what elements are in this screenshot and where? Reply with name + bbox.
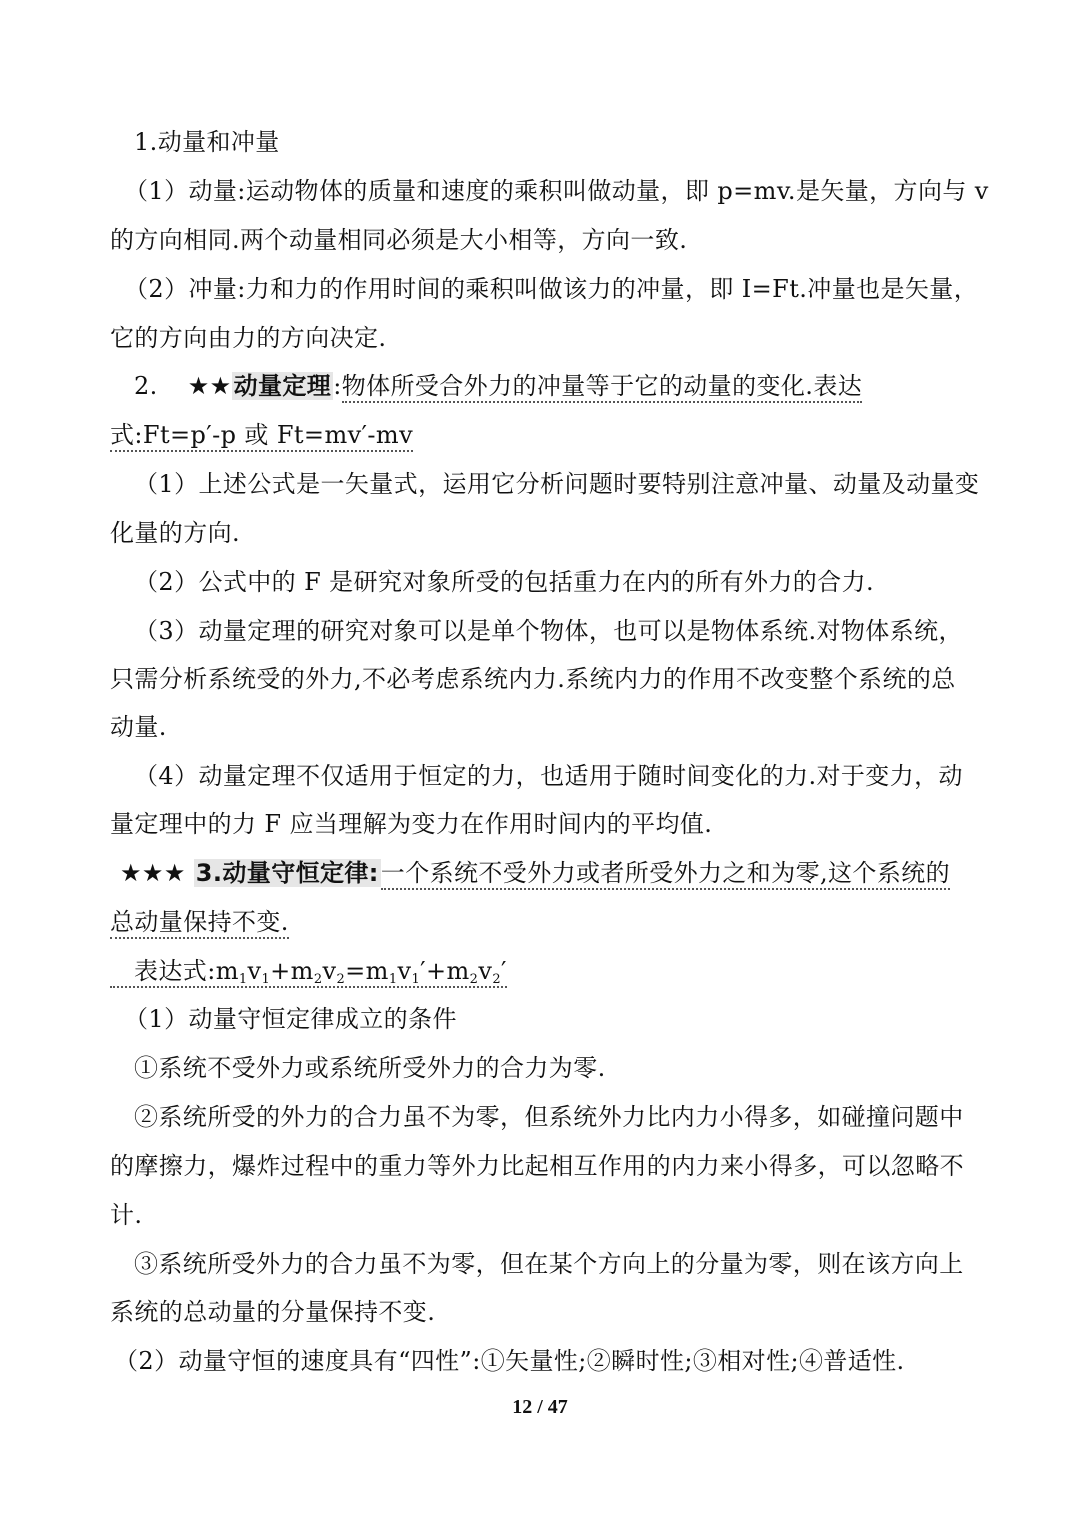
conservation-heading-line bbox=[120, 857, 950, 889]
conservation-formula-line bbox=[110, 955, 507, 996]
section-heading-momentum-impulse: 1.动量和冲量 bbox=[134, 128, 280, 156]
four-properties: （2）动量守恒的速度具有“四性”:①矢量性;②瞬时性;③相对性;④普适性. bbox=[114, 1347, 905, 1375]
theorem-formula: 式:Ft=p′-p 或 Ft=mv′-mv bbox=[110, 421, 413, 452]
note-3-line2: 只需分析系统受的外力,不必考虑系统内力.系统内力的作用不改变整个系统的总 bbox=[110, 665, 956, 693]
paragraph-impulse-def-line2: 它的方向由力的方向决定. bbox=[110, 324, 387, 352]
note-4-line2: 量定理中的力 F 应当理解为变力在作用时间内的平均值. bbox=[110, 810, 713, 838]
theorem-statement: 物体所受合外力的冲量等于它的动量的变化.表达 bbox=[342, 372, 862, 403]
condition-1: ①系统不受外力或系统所受外力的合力为零. bbox=[134, 1054, 606, 1082]
conservation-statement-end: 总动量保持不变. bbox=[110, 908, 289, 939]
formula-term: v bbox=[322, 957, 337, 985]
star-icons: ★★★ bbox=[120, 859, 186, 887]
theorem-colon: : bbox=[333, 372, 342, 400]
star-icons: ★★ bbox=[187, 372, 232, 400]
formula-term: =m bbox=[345, 957, 389, 985]
formula-term: v bbox=[247, 957, 262, 985]
formula-term: ′ bbox=[500, 957, 507, 985]
note-3-line1: （3）动量定理的研究对象可以是单个物体，也可以是物体系统.对物体系统， bbox=[134, 617, 963, 645]
theorem-number: 2. bbox=[134, 372, 158, 400]
condition-2-line1: ②系统所受的外力的合力虽不为零，但系统外力比内力小得多，如碰撞问题中 bbox=[134, 1103, 964, 1131]
conservation-statement: 一个系统不受外力或者所受外力之和为零,这个系统的 bbox=[381, 859, 950, 890]
theorem-title: 动量定理 bbox=[233, 372, 332, 400]
formula-prefix: 表达式: bbox=[134, 957, 216, 985]
formula-term: +m bbox=[270, 957, 314, 985]
theorem-heading-line bbox=[134, 370, 862, 402]
paragraph-momentum-def-line2: 的方向相同.两个动量相同必须是大小相等，方向一致. bbox=[110, 226, 688, 254]
theorem-formula-line bbox=[110, 419, 413, 451]
conservation-statement-line2 bbox=[110, 906, 289, 938]
formula-term: ′+m bbox=[420, 957, 470, 985]
formula-subscript: 2 bbox=[313, 972, 323, 987]
page-number: 12 / 47 bbox=[512, 1396, 568, 1418]
note-1-line1: （1）上述公式是一矢量式，运用它分析问题时要特别注意冲量、动量及动量变 bbox=[134, 470, 980, 498]
formula-subscript: 1 bbox=[261, 972, 271, 987]
note-2: （2）公式中的 F 是研究对象所受的包括重力在内的所有外力的合力. bbox=[134, 568, 875, 596]
condition-3-line2: 系统的总动量的分量保持不变. bbox=[110, 1298, 436, 1326]
formula-subscript: 1 bbox=[238, 972, 248, 987]
formula-subscript: 2 bbox=[336, 972, 346, 987]
note-4-line1: （4）动量定理不仅适用于恒定的力，也适用于随时间变化的力.对于变力，动 bbox=[134, 762, 963, 790]
conditions-heading: （1）动量守恒定律成立的条件 bbox=[124, 1005, 457, 1033]
conservation-formula bbox=[110, 957, 507, 988]
note-1-line2: 化量的方向. bbox=[110, 519, 241, 547]
condition-2-line2: 的摩擦力，爆炸过程中的重力等外力比起相互作用的内力来小得多，可以忽略不 bbox=[110, 1152, 964, 1180]
condition-2-line3: 计. bbox=[110, 1201, 143, 1229]
formula-subscript: 2 bbox=[469, 972, 479, 987]
condition-3-line1: ③系统所受外力的合力虽不为零，但在某个方向上的分量为零，则在该方向上 bbox=[134, 1250, 964, 1278]
formula-term: m bbox=[215, 957, 239, 985]
paragraph-impulse-def-line1: （2）冲量:力和力的作用时间的乘积叫做该力的冲量，即 I=Ft.冲量也是矢量， bbox=[124, 275, 979, 303]
formula-term: v bbox=[478, 957, 493, 985]
formula-subscript: 1 bbox=[411, 972, 421, 987]
formula-subscript: 1 bbox=[388, 972, 398, 987]
conservation-title: 3.动量守恒定律: bbox=[195, 859, 379, 887]
paragraph-momentum-def-line1: （1）动量:运动物体的质量和速度的乘积叫做动量，即 p=mv.是矢量，方向与 v bbox=[124, 177, 989, 205]
note-3-line3: 动量. bbox=[110, 713, 167, 741]
formula-subscript: 2 bbox=[492, 972, 501, 987]
formula-term: v bbox=[397, 957, 412, 985]
